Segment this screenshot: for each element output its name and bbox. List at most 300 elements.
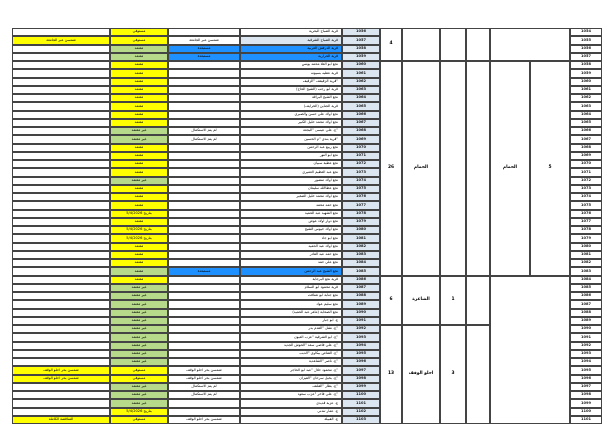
group-index	[440, 28, 466, 61]
row-code: 1096	[342, 358, 380, 366]
row-name: نجع اولاد عبد الحميد	[240, 243, 342, 251]
row-code: 1061	[342, 69, 380, 77]
row-status: معتمد	[110, 168, 168, 176]
row-status: غير معتمد	[110, 383, 168, 391]
row-remark: لم يتم الاستكمال	[168, 127, 240, 135]
row-code: 1103	[342, 416, 380, 424]
row-index: 1057	[570, 53, 602, 61]
row-name: قرية محمود ابو السلام	[240, 284, 342, 292]
row-note-left	[12, 399, 110, 407]
row-status: غير معتمد	[110, 325, 168, 333]
row-index: 1077	[570, 218, 602, 226]
group-unit: الحمام	[402, 61, 440, 276]
group-area	[466, 28, 490, 61]
row-note-left	[12, 234, 110, 242]
row-note-left	[12, 408, 110, 416]
row-index: 1076	[570, 210, 602, 218]
row-index: 1058	[570, 61, 602, 69]
row-name: قرية عطيه بسيونه	[240, 69, 342, 77]
row-name: ع. عمار تندني	[240, 408, 342, 416]
row-status: مستوفي	[110, 36, 168, 44]
row-index: 1097	[570, 383, 602, 391]
row-status: غير معتمد	[110, 399, 168, 407]
row-remark: مستبعدة	[168, 45, 240, 53]
row-note-left	[12, 210, 110, 218]
row-note-left	[12, 102, 110, 110]
row-remark: شمسن عبر الجامعة	[168, 36, 240, 44]
row-index: 1054	[570, 28, 602, 36]
row-name: ع. ناصر "الشاهدية"	[240, 358, 342, 366]
row-index: 1083	[570, 267, 602, 275]
row-index: 1080	[570, 243, 602, 251]
row-status: معتمد	[110, 152, 168, 160]
row-index: 1090	[570, 325, 602, 333]
row-code: 1057	[342, 36, 380, 44]
row-name: نجع ربيع عبد الرحمن	[240, 144, 342, 152]
row-code: 1098	[342, 375, 380, 383]
row-remark	[168, 226, 240, 234]
row-index: 1096	[570, 375, 602, 383]
row-status: غير معتمد	[110, 317, 168, 325]
row-remark	[168, 358, 240, 366]
row-status: معتمد	[110, 276, 168, 284]
row-name: نجع الشيخ عبد الرحمن	[240, 267, 342, 275]
row-code: 1074	[342, 177, 380, 185]
row-index: 1098	[570, 391, 602, 399]
row-remark: مستبعدة	[168, 53, 240, 61]
row-code: 1100	[342, 391, 380, 399]
row-code: 1059	[342, 53, 380, 61]
row-note-left	[12, 152, 110, 160]
row-note-left	[12, 127, 110, 135]
row-code: 1095	[342, 350, 380, 358]
row-code: 1094	[342, 342, 380, 350]
row-status: غير معتمد	[110, 333, 168, 341]
row-name: قرية الدرفش الغربية	[240, 45, 342, 53]
row-name: نجع اولاد علي حسن والصبري	[240, 111, 342, 119]
row-remark: لم يتم الاستكمال	[168, 391, 240, 399]
row-code: 1101	[342, 399, 380, 407]
group-unit: الشاعرة	[402, 276, 440, 326]
row-note-left	[12, 317, 110, 325]
row-index: 1055	[570, 36, 602, 44]
row-note-left	[12, 325, 110, 333]
row-name: قرية نجع البرجاية	[240, 276, 342, 284]
row-index: 1071	[570, 168, 602, 176]
row-note-left	[12, 53, 110, 61]
row-remark	[168, 210, 240, 218]
row-code: 1078	[342, 210, 380, 218]
row-status: معتمد	[110, 119, 168, 127]
row-code: 1069	[342, 135, 380, 143]
row-code: 1086	[342, 276, 380, 284]
row-status: بتاريخ 5/4/2026	[110, 210, 168, 218]
row-remark	[168, 292, 240, 300]
row-note-left	[12, 391, 110, 399]
row-code: 1079	[342, 218, 380, 226]
row-name: قرية الزقيقف "الزقيف"	[240, 78, 342, 86]
row-name: نجع علي حمد	[240, 259, 342, 267]
row-index: 1088	[570, 309, 602, 317]
row-status: غير معتمد	[110, 391, 168, 399]
group-count: 13	[380, 325, 402, 424]
row-status: معتمد	[110, 267, 168, 275]
group-count: 4	[380, 28, 402, 61]
row-code: 1056	[342, 28, 380, 36]
row-index: 1060	[570, 78, 602, 86]
row-index: 1081	[570, 251, 602, 259]
row-remark	[168, 201, 240, 209]
row-status: معتمد	[110, 185, 168, 193]
row-note-left	[12, 201, 110, 209]
row-code: 1077	[342, 201, 380, 209]
group-count: 6	[380, 276, 402, 326]
row-name: نجع عطاالله سليمان	[240, 185, 342, 193]
row-index: 1074	[570, 193, 602, 201]
row-index: 1087	[570, 300, 602, 308]
row-note-left	[12, 135, 110, 143]
row-index: 1094	[570, 358, 602, 366]
row-name: نجع حمد محمد	[240, 201, 342, 209]
row-index: 1091	[570, 333, 602, 341]
row-code: 1097	[342, 366, 380, 374]
row-code: 1088	[342, 292, 380, 300]
row-status: معتمد	[110, 102, 168, 110]
row-remark	[168, 333, 240, 341]
row-name: نجع اولاد منصور	[240, 177, 342, 185]
group-area	[466, 325, 490, 424]
row-name: ع. ابو الشرقية "عزب العيون"	[240, 333, 342, 341]
row-remark	[168, 193, 240, 201]
row-remark	[168, 276, 240, 284]
row-index: 1086	[570, 292, 602, 300]
row-code: 1058	[342, 45, 380, 53]
row-note-left	[12, 45, 110, 53]
row-note-left	[12, 358, 110, 366]
spreadsheet	[12, 28, 602, 430]
row-code: 1102	[342, 408, 380, 416]
row-note-left	[12, 342, 110, 350]
group-unit	[402, 28, 440, 61]
row-note-left	[12, 168, 110, 176]
row-remark	[168, 317, 240, 325]
district-name: الحمام	[490, 61, 530, 276]
row-code: 1076	[342, 193, 380, 201]
row-name: نجع اولاد خيوس الشيخ	[240, 226, 342, 234]
row-name: ع. نشل "القدم بدر"	[240, 325, 342, 333]
row-note-left	[12, 292, 110, 300]
row-remark	[168, 251, 240, 259]
row-name: ع. ابو جبار	[240, 317, 342, 325]
group-index: 3	[440, 325, 466, 424]
row-index: 1099	[570, 399, 602, 407]
row-remark	[168, 94, 240, 102]
row-remark	[168, 300, 240, 308]
row-note-left	[12, 61, 110, 69]
row-note-left: المناقصة الكاملة	[12, 416, 110, 424]
row-note-left	[12, 284, 110, 292]
row-remark: لم يتم الاستكمال	[168, 135, 240, 143]
row-index: 1061	[570, 86, 602, 94]
row-status: غير معتمد	[110, 177, 168, 185]
row-status: معتمد	[110, 53, 168, 61]
row-name: قرية الحرارية	[240, 53, 342, 61]
row-code: 1067	[342, 119, 380, 127]
row-name: نجع دوار اولاد عوض	[240, 218, 342, 226]
row-code: 1091	[342, 317, 380, 325]
row-remark	[168, 309, 240, 317]
row-remark	[168, 78, 240, 86]
row-status: معتمد	[110, 78, 168, 86]
row-note-left	[12, 251, 110, 259]
row-name: قرية الصباح البحرية	[240, 28, 342, 36]
row-index: 1085	[570, 284, 602, 292]
row-note-left	[12, 185, 110, 193]
row-status: غير معتمد	[110, 284, 168, 292]
row-status: معتمد	[110, 111, 168, 119]
row-index: 1079	[570, 234, 602, 242]
row-remark	[168, 69, 240, 77]
row-note-left	[12, 243, 110, 251]
row-code: 1093	[342, 333, 380, 341]
row-name: ع. علي فاضي سعد "الحوش الجديد"	[240, 342, 342, 350]
row-status: معتمد	[110, 160, 168, 168]
row-note-left	[12, 111, 110, 119]
row-index: 1101	[570, 416, 602, 424]
row-name: نجع حمد عبد القادر	[240, 251, 342, 259]
row-code: 1099	[342, 383, 380, 391]
row-index: 1069	[570, 152, 602, 160]
row-remark	[168, 259, 240, 267]
row-remark	[168, 185, 240, 193]
row-code: 1066	[342, 111, 380, 119]
row-name: نجع الشهيد عبد الحميد	[240, 210, 342, 218]
row-remark	[168, 144, 240, 152]
row-note-left	[12, 267, 110, 275]
row-name: ع. القبيلة	[240, 416, 342, 424]
row-status: معتمد	[110, 94, 168, 102]
row-code: 1060	[342, 61, 380, 69]
row-note-left	[12, 218, 110, 226]
row-remark: شمسن بحر احلو الوقف	[168, 375, 240, 383]
district-count: 5	[530, 61, 570, 276]
row-name: نجع الصحابة (ماهر عبد الحميد)	[240, 309, 342, 317]
row-index: 1070	[570, 160, 602, 168]
row-status: بتاريخ 5/4/2026	[110, 226, 168, 234]
row-code: 1082	[342, 243, 380, 251]
district-blank-bottom	[490, 276, 570, 425]
row-index: 1072	[570, 177, 602, 185]
row-status: بتاريخ 5/4/2026	[110, 234, 168, 242]
row-status: غير معتمد	[110, 127, 168, 135]
row-remark	[168, 399, 240, 407]
row-name: قرية بندي "م الحسين"	[240, 135, 342, 143]
row-note-left	[12, 119, 110, 127]
row-status: معتمد	[110, 243, 168, 251]
row-remark: شمسن بحر احلو الوقف	[168, 366, 240, 374]
group-index	[440, 61, 466, 276]
row-index: 1067	[570, 135, 602, 143]
row-name: ع. علي عيسى "البجعة"	[240, 127, 342, 135]
district-blank-top	[490, 28, 570, 61]
row-note-left	[12, 226, 110, 234]
row-status: مستوفي	[110, 28, 168, 36]
row-name: ع. علي فاخر "عزب سعود"	[240, 391, 342, 399]
row-code: 1087	[342, 284, 380, 292]
row-index: 1100	[570, 408, 602, 416]
row-note-left	[12, 144, 110, 152]
row-code: 1092	[342, 325, 380, 333]
row-index: 1084	[570, 276, 602, 284]
row-code: 1072	[342, 160, 380, 168]
row-code: 1063	[342, 86, 380, 94]
row-remark	[168, 218, 240, 226]
row-code: 1068	[342, 127, 380, 135]
row-remark	[168, 325, 240, 333]
row-code: 1089	[342, 300, 380, 308]
row-remark	[168, 61, 240, 69]
row-code: 1075	[342, 185, 380, 193]
row-note-left	[12, 276, 110, 284]
row-note-left: شمسن بحر احلو الوقف	[12, 375, 110, 383]
row-remark	[168, 28, 240, 36]
row-status: غير معتمد	[110, 300, 168, 308]
row-status: غير معتمد	[110, 292, 168, 300]
row-note-left: شمسن بحر احلو الوقف	[12, 366, 110, 374]
row-status: بتاريخ 5/4/2026	[110, 408, 168, 416]
row-status: مستوفي	[110, 375, 168, 383]
row-code: 1080	[342, 226, 380, 234]
row-status: معتمد	[110, 144, 168, 152]
row-index: 1075	[570, 201, 602, 209]
row-note-left: شمسن عبر الجامعة	[12, 36, 110, 44]
row-status: غير معتمد	[110, 309, 168, 317]
row-name: نجع ابو النور	[240, 152, 342, 160]
row-note-left	[12, 193, 110, 201]
row-status: مستوفي	[110, 366, 168, 374]
row-note-left	[12, 160, 110, 168]
row-name: نجع عبد العظيم العميري	[240, 168, 342, 176]
row-remark	[168, 284, 240, 292]
row-remark	[168, 342, 240, 350]
row-index: 1062	[570, 94, 602, 102]
row-status: معتمد	[110, 69, 168, 77]
row-name: ع. بخيل سرحان "القيزان"	[240, 375, 342, 383]
row-index: 1068	[570, 144, 602, 152]
row-name: نجع جنابة ابو شنافت	[240, 292, 342, 300]
row-status: معتمد	[110, 86, 168, 94]
row-name: نجع ابو العلا محمد يونس	[240, 61, 342, 69]
row-code: 1071	[342, 152, 380, 160]
row-code: 1085	[342, 267, 380, 275]
row-name: نجع الشيخ البراقة	[240, 94, 342, 102]
row-note-left	[12, 28, 110, 36]
row-remark	[168, 119, 240, 127]
row-note-left	[12, 309, 110, 317]
row-remark	[168, 152, 240, 160]
row-remark	[168, 102, 240, 110]
row-name: ع. عزبة قديدي	[240, 399, 342, 407]
row-name: نجع اولاد محمد خليل الصغير	[240, 193, 342, 201]
row-note-left	[12, 333, 110, 341]
row-code: 1065	[342, 102, 380, 110]
row-note-left	[12, 259, 110, 267]
row-status: غير معتمد	[110, 358, 168, 366]
row-remark: مستبعدة	[168, 267, 240, 275]
row-remark	[168, 177, 240, 185]
row-name: نجع عطية سبيان	[240, 160, 342, 168]
group-index: 1	[440, 276, 466, 326]
row-index: 1095	[570, 366, 602, 374]
row-status: معتمد	[110, 259, 168, 267]
row-index: 1078	[570, 226, 602, 234]
row-index: 1073	[570, 185, 602, 193]
row-index: 1093	[570, 350, 602, 358]
group-unit: احلو الوقف	[402, 325, 440, 424]
row-name: ع. محمود حلال "عبد ابو الحاجر"	[240, 366, 342, 374]
row-remark: شمسن بحر احلو الوقف	[168, 416, 240, 424]
row-index: 1092	[570, 342, 602, 350]
row-note-left	[12, 69, 110, 77]
row-status: معتمد	[110, 251, 168, 259]
row-note-left	[12, 78, 110, 86]
group-area	[466, 276, 490, 326]
row-code: 1081	[342, 234, 380, 242]
row-note-left	[12, 350, 110, 358]
row-name: ع. بطار "القلنف"	[240, 383, 342, 391]
row-status: غير معتمد	[110, 135, 168, 143]
group-area	[466, 61, 490, 276]
row-index: 1066	[570, 127, 602, 135]
row-index: 1065	[570, 119, 602, 127]
row-note-left	[12, 86, 110, 94]
row-status: معتمد	[110, 201, 168, 209]
row-note-left	[12, 300, 110, 308]
row-code: 1084	[342, 259, 380, 267]
row-remark	[168, 408, 240, 416]
row-index: 1059	[570, 69, 602, 77]
row-name: نجع سليم عواد	[240, 300, 342, 308]
row-status: غير معتمد	[110, 342, 168, 350]
row-code: 1064	[342, 94, 380, 102]
row-remark	[168, 350, 240, 358]
row-name: قرية ابو رجب (الشيخ الحاج)	[240, 86, 342, 94]
row-status: مستوفي	[110, 416, 168, 424]
row-status: معتمد	[110, 218, 168, 226]
row-remark	[168, 160, 240, 168]
row-name: نجع ابو جاد	[240, 234, 342, 242]
row-name: قرية الجناين (الخرايف)	[240, 102, 342, 110]
row-name: قرية الصباح الشرقية	[240, 36, 342, 44]
row-status: معتمد	[110, 45, 168, 53]
row-remark	[168, 86, 240, 94]
row-name: نجع اولاد محمد خليل الكبير	[240, 119, 342, 127]
row-index: 1063	[570, 102, 602, 110]
row-code: 1062	[342, 78, 380, 86]
row-code: 1090	[342, 309, 380, 317]
row-remark	[168, 111, 240, 119]
row-name: ع. القناص بيكاوي "الدبب"	[240, 350, 342, 358]
row-code: 1070	[342, 144, 380, 152]
row-status: معتمد	[110, 193, 168, 201]
row-index: 1056	[570, 45, 602, 53]
row-index: 1064	[570, 111, 602, 119]
row-index: 1082	[570, 259, 602, 267]
row-note-left	[12, 177, 110, 185]
row-remark	[168, 243, 240, 251]
row-status: غير معتمد	[110, 350, 168, 358]
row-code: 1083	[342, 251, 380, 259]
